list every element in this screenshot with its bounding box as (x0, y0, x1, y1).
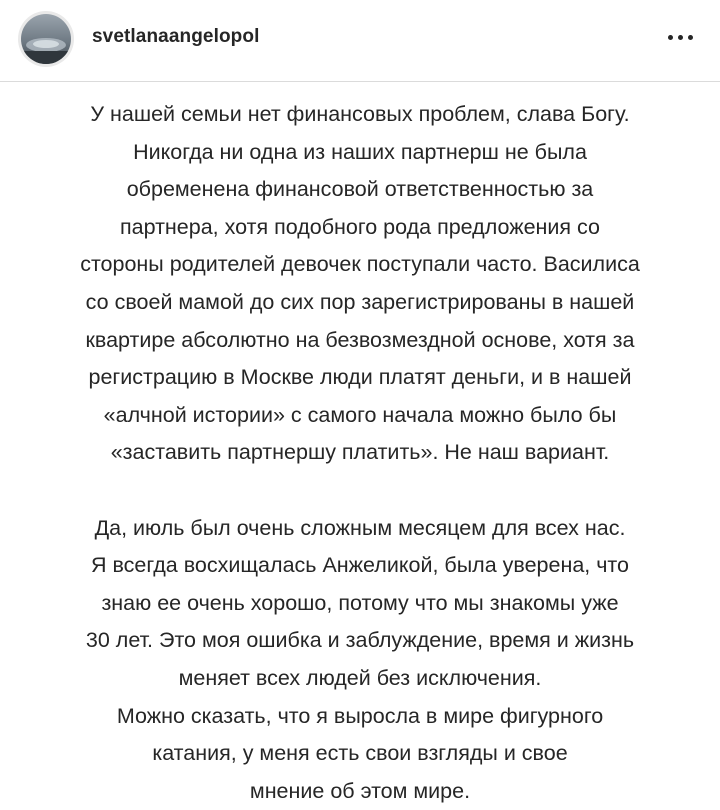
post-header (0, 0, 720, 82)
profile-avatar-icon (21, 14, 71, 64)
caption-line: стороны родителей девочек поступали часто. Василиса (80, 252, 640, 277)
caption-line: обременена финансовой ответственностью за (126, 177, 594, 202)
caption-line: партнера, хотя подобного рода предложения со (120, 214, 600, 239)
caption-line: меняет всех людей без исключения. (178, 665, 542, 690)
more-dot (668, 35, 673, 40)
ellipsis-horizontal-icon[interactable] (662, 23, 698, 51)
caption-line: 30 лет. Это моя ошибка и заблуждение, время и жизнь (85, 628, 635, 653)
caption-line: квартире абсолютно на безвозмездной основе, хотя за (85, 327, 635, 352)
caption-line: знаю ее очень хорошо, потому что мы знакомы уже (101, 590, 619, 615)
caption-line: Никогда ни одна из наших партнерш не была (133, 139, 587, 164)
caption-line: Можно сказать, что я выросла в мире фигурного (116, 703, 604, 728)
post-caption (10, 96, 710, 810)
more-dot (678, 35, 683, 40)
caption-line: регистрацию в Москве люди платят деньги, и в нашей (88, 365, 632, 390)
caption-line: катания, у меня есть свои взгляды и свое (152, 741, 568, 766)
more-dot (688, 35, 693, 40)
caption-line: У нашей семьи нет финансовых проблем, слава Богу. (90, 102, 630, 126)
paragraph-break (10, 472, 710, 510)
caption-line: «алчной истории» с самого начала можно было бы (103, 402, 617, 427)
avatar[interactable] (18, 11, 74, 67)
caption-line: Да, июль был очень сложным месяцем для всех нас. (94, 515, 626, 540)
caption-line: мнение об этом мире. (249, 778, 471, 803)
username[interactable]: svetlanaangelopol (92, 26, 260, 47)
caption-line: со своей мамой до сих пор зарегистрированы в нашей (85, 289, 635, 314)
caption-line: Я всегда восхищалась Анжеликой, была уверена, что (90, 553, 629, 578)
caption-line: «заставить партнершу платить». Не наш вариант. (110, 440, 610, 465)
